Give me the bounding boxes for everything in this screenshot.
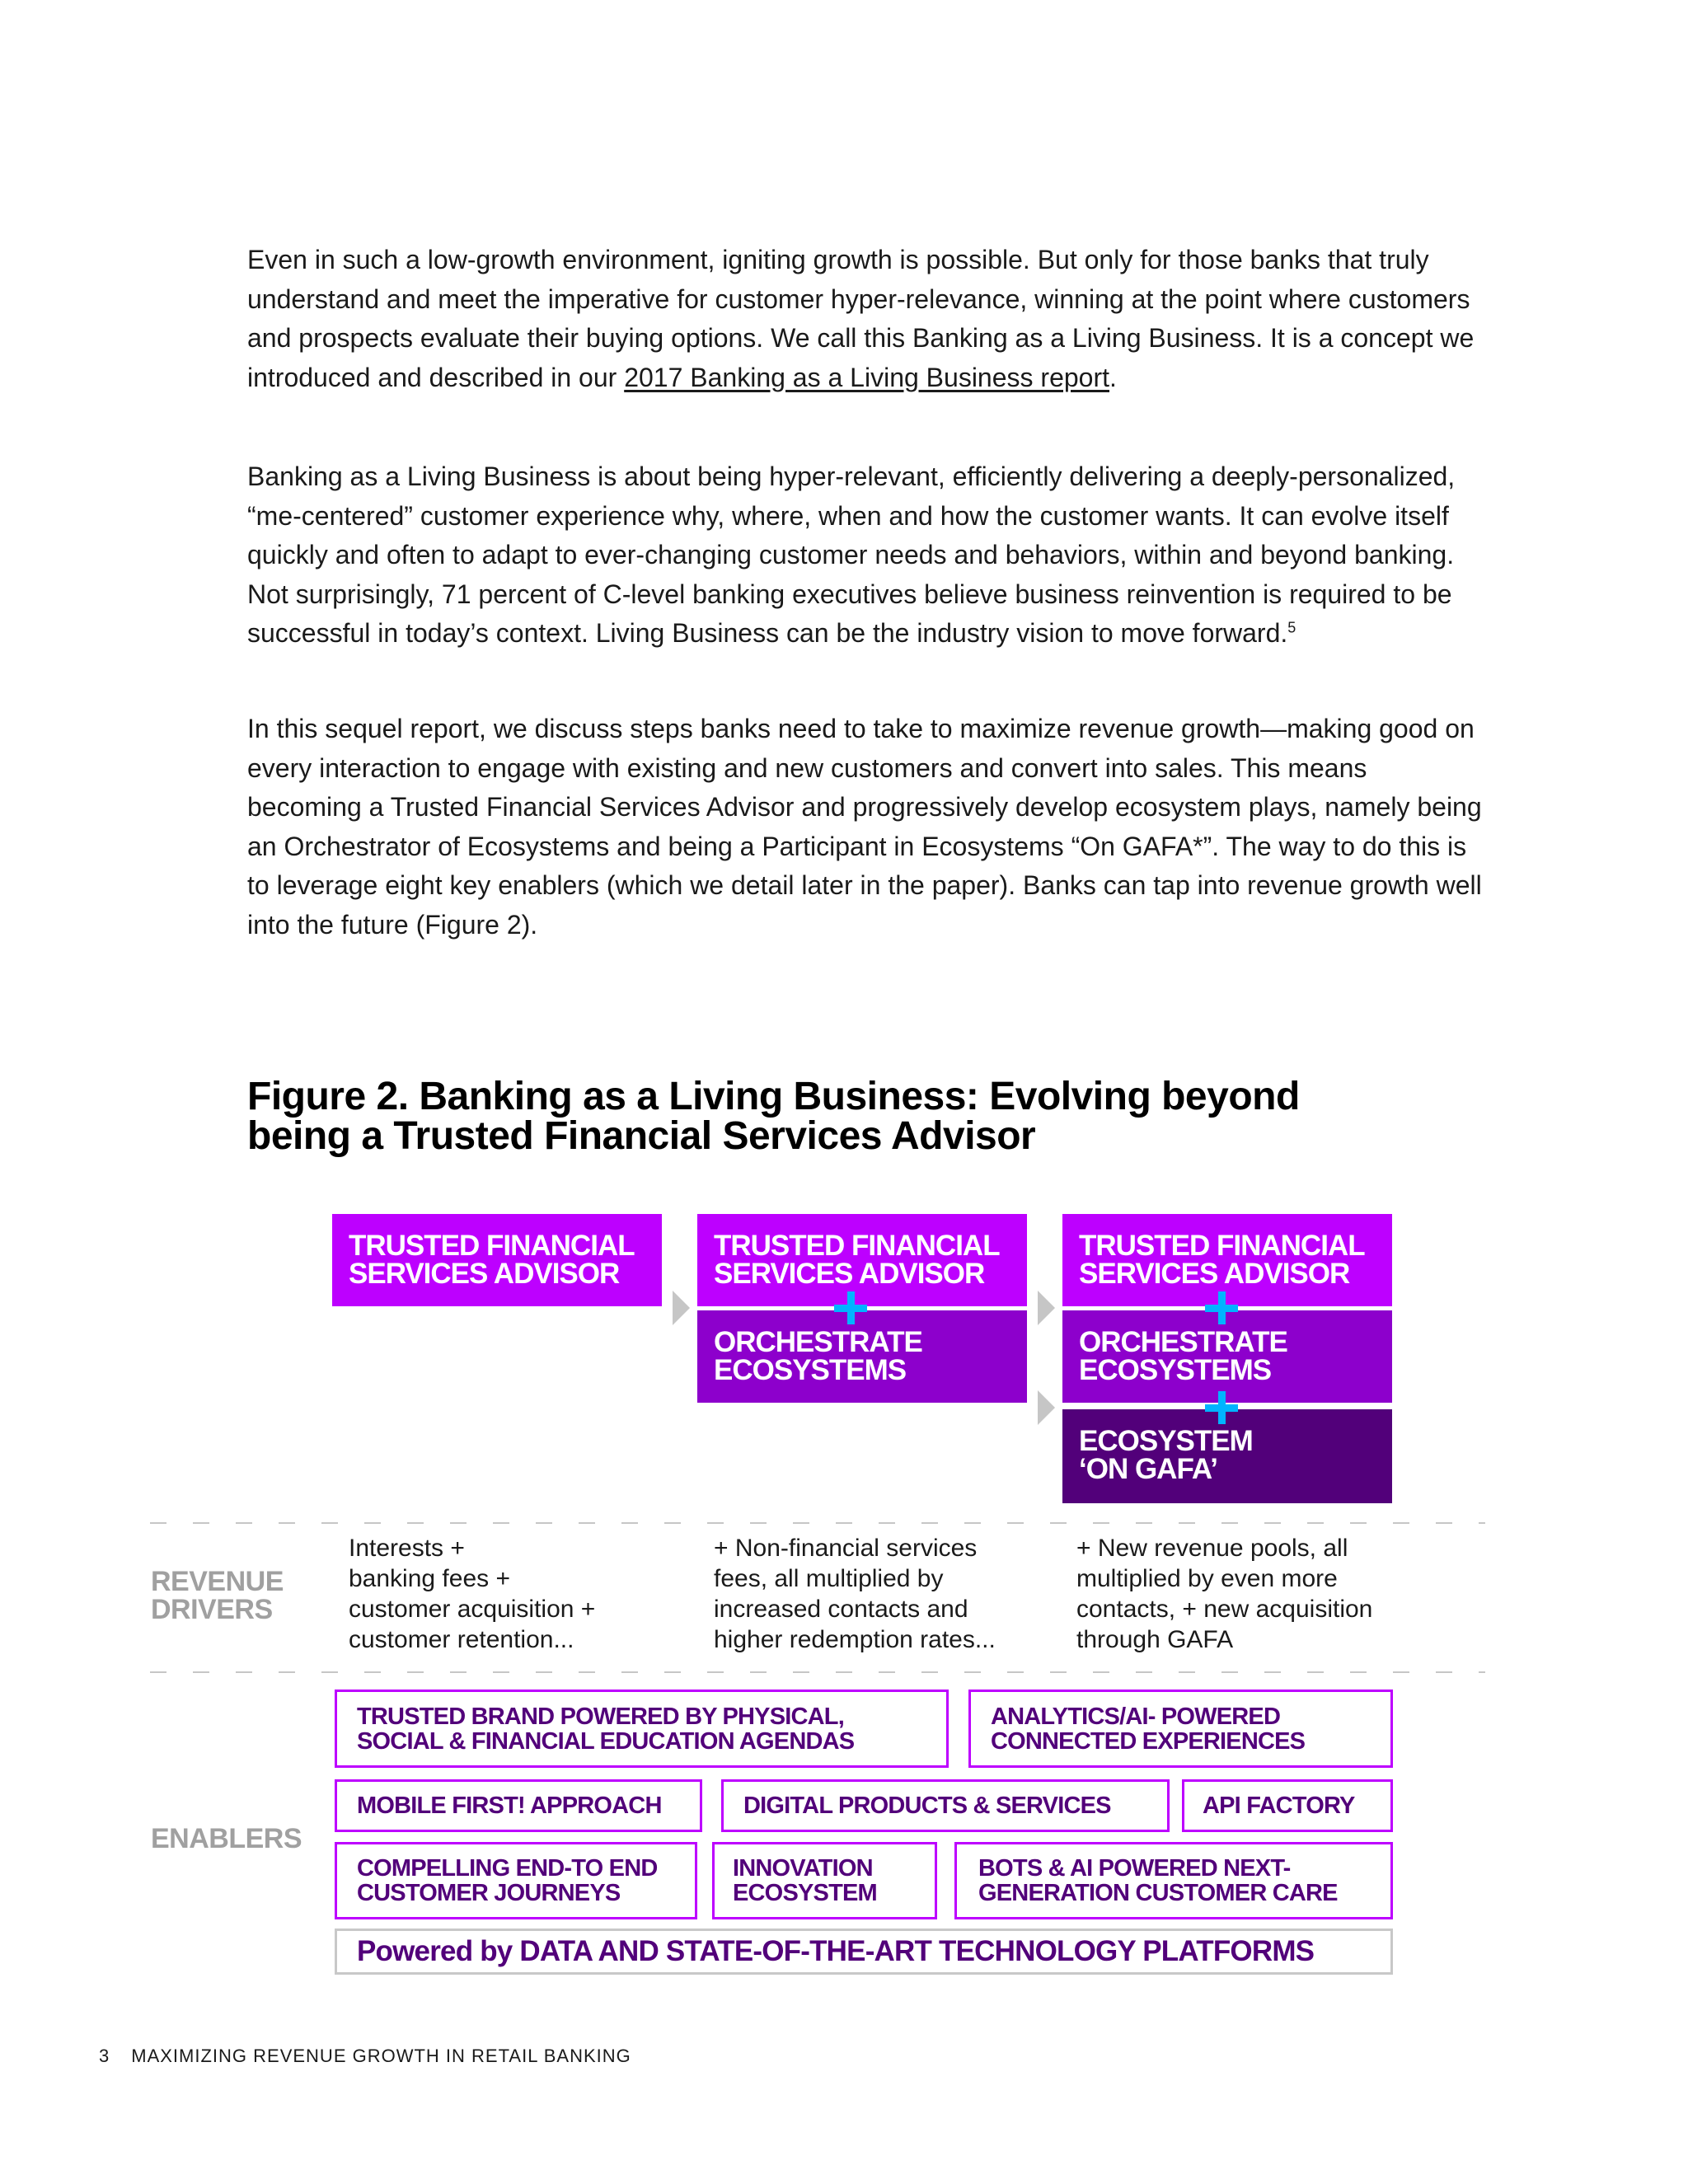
driver-text-1 — [349, 1533, 595, 1655]
orchestrate-label: ECOSYSTEMS — [1079, 1354, 1272, 1386]
driver-line: through GAFA — [1076, 1626, 1234, 1653]
driver-line: fees, all multiplied by — [714, 1565, 944, 1592]
arrow-triangle-1 — [673, 1291, 690, 1325]
plus-icon — [1205, 1391, 1238, 1424]
enabler-data-technology-platforms — [335, 1929, 1393, 1975]
revenue-drivers-label — [151, 1568, 284, 1624]
figure-title-line-2: being a Trusted Financial Services Advisor — [247, 1114, 1036, 1158]
tfsa-label: SERVICES ADVISOR — [1079, 1258, 1350, 1290]
page-number: 3 — [99, 2046, 110, 2066]
paragraph-3-text: In this sequel report, we discuss steps banks need to take to maximize revenue growth—making good on every interaction to engage with existing and new customers and convert into sales. This means becoming a Trusted Financial Services Advisor and progressively develop ecosystem plays, namely being an Orchestrator of Ecosystems and being a Participant in Ecosystems “On GAFA*”. The way to do this is to leverage eight key enablers (which we detail later in the paper). Banks can tap into revenue growth well into the future (Figure 2). — [247, 714, 1482, 940]
dashed-divider-bottom — [150, 1671, 1485, 1673]
tfsa-label: SERVICES ADVISOR — [349, 1258, 620, 1290]
report-link[interactable]: 2017 Banking as a Living Business report — [624, 362, 1109, 392]
plus-icon — [1205, 1291, 1238, 1324]
enabler-mobile-first — [335, 1779, 702, 1832]
enabler-label: COMPELLING END-TO END — [357, 1855, 658, 1882]
tfsa-label: TRUSTED FINANCIAL — [349, 1230, 635, 1262]
driver-text-3 — [1076, 1533, 1372, 1655]
gafa-label: ECOSYSTEM — [1079, 1425, 1253, 1457]
enabler-bots-ai — [954, 1842, 1393, 1919]
enabler-label: Powered by DATA AND STATE-OF-THE-ART TECHNOLOGY PLATFORMS — [357, 1935, 1315, 1967]
enabler-label: ECOSYSTEM — [733, 1880, 877, 1906]
enabler-label: BOTS & AI POWERED NEXT- — [978, 1855, 1291, 1882]
arrow-triangle-2 — [1038, 1291, 1055, 1325]
orchestrate-label: ORCHESTRATE — [714, 1326, 922, 1358]
page-footer — [99, 2046, 631, 2067]
enablers-label: ENABLERS — [151, 1823, 302, 1854]
enabler-label: MOBILE FIRST! APPROACH — [357, 1793, 662, 1819]
footnote-marker: 5 — [1287, 619, 1296, 636]
paragraph-2 — [247, 457, 1484, 654]
paragraph-3 — [247, 710, 1484, 944]
paragraph-1-text: Even in such a low-growth environment, igniting growth is possible. But only for those banks that truly understand and meet the imperative for customer hyper-relevance, winning at the point where customers and prospects evaluate their buying options. We call this Banking as a Living Business. It is a concept we introduced and described in our — [247, 245, 1475, 392]
paragraph-1 — [247, 241, 1484, 397]
enabler-label: API FACTORY — [1203, 1793, 1355, 1819]
enabler-api-factory — [1182, 1779, 1393, 1832]
stage1-tfsa-box — [332, 1214, 662, 1306]
driver-text-2 — [714, 1533, 996, 1655]
enabler-label: ANALYTICS/AI- POWERED — [991, 1703, 1281, 1730]
orchestrate-label: ORCHESTRATE — [1079, 1326, 1287, 1358]
driver-line: customer acquisition + — [349, 1596, 596, 1623]
running-title: MAXIMIZING REVENUE GROWTH IN RETAIL BANKING — [131, 2046, 631, 2066]
enabler-label: SOCIAL & FINANCIAL EDUCATION AGENDAS — [357, 1727, 855, 1755]
figure-title-line-1: Figure 2. Banking as a Living Business: Evolving beyond — [247, 1075, 1300, 1118]
driver-line: banking fees + — [349, 1565, 510, 1592]
revenue-label-line: REVENUE — [151, 1566, 284, 1597]
revenue-label-line: DRIVERS — [151, 1594, 273, 1625]
enabler-analytics-ai — [968, 1690, 1393, 1768]
dashed-divider-top — [150, 1522, 1485, 1524]
tfsa-label: SERVICES ADVISOR — [714, 1258, 985, 1290]
enabler-label: CONNECTED EXPERIENCES — [991, 1727, 1306, 1755]
driver-line: higher redemption rates... — [714, 1626, 996, 1653]
paragraph-1-end: . — [1109, 362, 1117, 392]
paragraph-2-text: Banking as a Living Business is about being hyper-relevant, efficiently delivering a deeply-personalized, “me-centered” customer experience why, where, when and how the customer wants. It can evolve itself quickly and often to adapt to ever-changing customer needs and behaviors, within and beyond banking. Not surprisingly, 71 percent of C-level banking executives believe business reinvention is required to be successful in today’s context. Living Business can be the industry vision to move forward. — [247, 462, 1456, 648]
driver-line: contacts, + new acquisition — [1076, 1596, 1373, 1623]
enabler-label: INNOVATION — [733, 1855, 873, 1882]
enabler-label: TRUSTED BRAND POWERED BY PHYSICAL, — [357, 1703, 844, 1730]
driver-line: multiplied by even more — [1076, 1565, 1338, 1592]
gafa-label: ‘ON GAFA’ — [1079, 1453, 1217, 1485]
plus-icon — [834, 1291, 867, 1324]
enabler-label: CUSTOMER JOURNEYS — [357, 1880, 621, 1906]
enabler-label: GENERATION CUSTOMER CARE — [978, 1880, 1338, 1906]
enabler-digital-products — [721, 1779, 1170, 1832]
tfsa-label: TRUSTED FINANCIAL — [714, 1230, 1000, 1262]
driver-line: + Non-financial services — [714, 1535, 978, 1562]
enabler-innovation-ecosystem — [712, 1842, 937, 1919]
enabler-customer-journeys — [335, 1842, 697, 1919]
driver-line: + New revenue pools, all — [1076, 1535, 1348, 1562]
driver-line: Interests + — [349, 1535, 465, 1562]
figure-title — [247, 1077, 1401, 1156]
orchestrate-label: ECOSYSTEMS — [714, 1354, 907, 1386]
enabler-label: DIGITAL PRODUCTS & SERVICES — [743, 1793, 1111, 1819]
enabler-trusted-brand — [335, 1690, 949, 1768]
arrow-triangle-3 — [1038, 1390, 1055, 1425]
driver-line: increased contacts and — [714, 1596, 968, 1623]
driver-line: customer retention... — [349, 1626, 574, 1653]
tfsa-label: TRUSTED FINANCIAL — [1079, 1230, 1365, 1262]
